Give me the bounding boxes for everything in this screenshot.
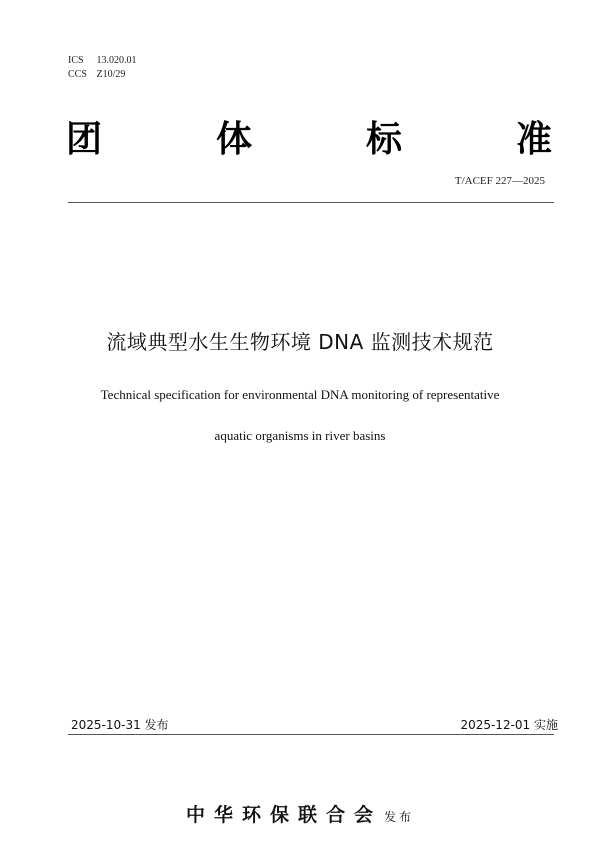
document-title-en-line2: aquatic organisms in river basins xyxy=(214,428,386,443)
ics-classification xyxy=(68,54,137,68)
document-title-en-line1: Technical specification for environmental DNA monitoring of representative xyxy=(100,387,500,402)
ccs-label: CCS xyxy=(68,69,87,80)
document-title-cn: 流域典型水生生物环境 DNA 监测技术规范 xyxy=(106,330,494,354)
standard-type-char: 团 xyxy=(66,119,103,160)
header-divider xyxy=(68,202,554,203)
publisher-name: 中华环保联合会 xyxy=(185,804,382,826)
footer-divider xyxy=(68,734,554,735)
publisher-suffix: 发布 xyxy=(384,810,415,824)
ics-label: ICS xyxy=(68,55,84,66)
standard-type-char: 标 xyxy=(365,119,402,160)
implementation-date: 2025-12-01 实施 xyxy=(460,718,558,732)
ccs-code: Z10/29 xyxy=(96,69,126,80)
ics-code: 13.020.01 xyxy=(96,55,137,66)
standard-type-char: 体 xyxy=(215,119,252,160)
issue-date: 2025-10-31 发布 xyxy=(71,718,169,732)
standard-number: T/ACEF 227—2025 xyxy=(454,175,545,187)
publisher xyxy=(0,800,600,827)
ccs-classification xyxy=(68,68,125,82)
standard-type-char: 准 xyxy=(515,119,552,160)
standard-type-heading xyxy=(66,116,552,164)
